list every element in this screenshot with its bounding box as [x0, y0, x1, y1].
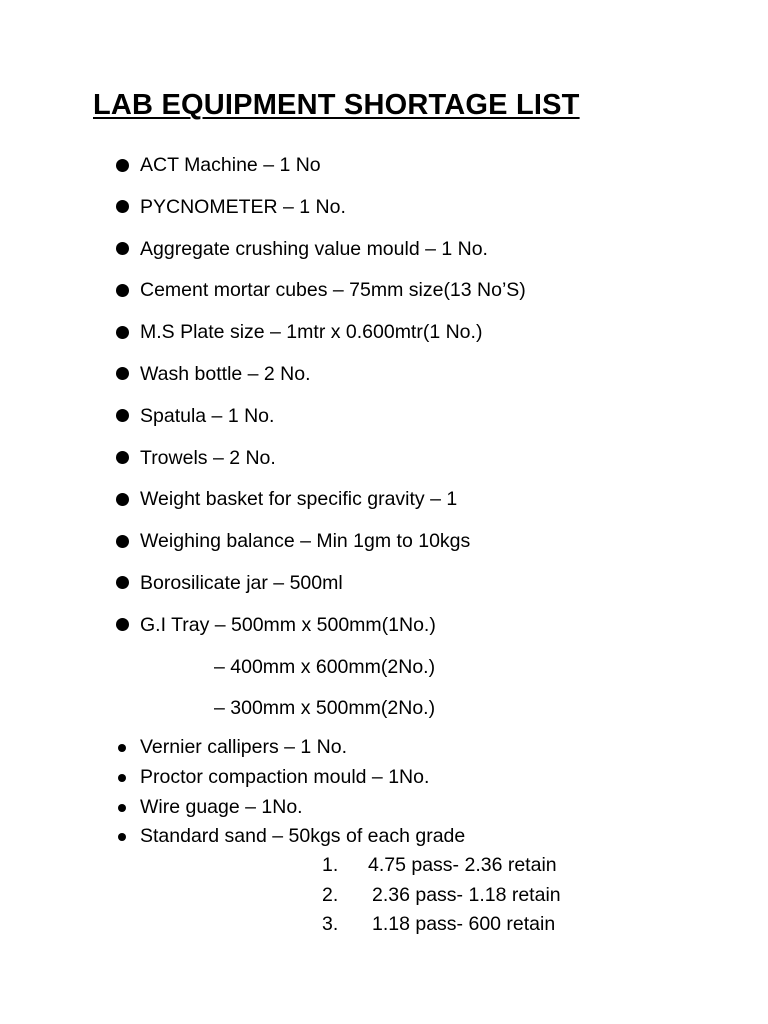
list-item-text: Proctor compaction mould – 1No.: [140, 765, 430, 788]
tray-size-line: – 300mm x 500mm(2No.): [214, 697, 436, 719]
list-item: [0, 270, 768, 312]
list-item: [0, 763, 768, 793]
list-item-text: Wire guage – 1No.: [140, 795, 303, 818]
list-item: [0, 187, 768, 229]
list-item: [0, 521, 768, 563]
bullet-icon: [116, 451, 129, 464]
list-item: [0, 312, 768, 354]
list-item-text: Spatula – 1 No.: [140, 404, 275, 427]
bullet-icon: [118, 833, 126, 841]
sand-grade-list: [0, 851, 768, 940]
list-item-text: Standard sand – 50kgs of each grade: [140, 825, 466, 848]
bullet-icon: [116, 159, 129, 172]
bullet-icon: [116, 576, 129, 589]
list-item-text: Cement mortar cubes – 75mm size(13 No’S): [140, 279, 526, 302]
bullet-icon: [118, 744, 126, 752]
list-item-text: ACT Machine – 1 No: [140, 154, 321, 176]
bullet-icon: [116, 367, 129, 380]
list-item-text: PYCNOMETER – 1 No.: [140, 195, 346, 218]
list-item-text: Vernier callipers – 1 No.: [140, 736, 348, 758]
bullet-icon: [118, 774, 126, 782]
grade-number: 1.: [322, 854, 339, 876]
bullet-icon: [116, 284, 129, 297]
list-item: [0, 605, 768, 647]
grade-number: 3.: [322, 913, 339, 935]
grade-text: 2.36 pass- 1.18 retain: [372, 883, 561, 906]
grade-text: 4.75 pass- 2.36 retain: [368, 854, 557, 876]
page-title: LAB EQUIPMENT SHORTAGE LIST: [93, 89, 580, 121]
list-item: [0, 396, 768, 438]
list-item-text: Weighing balance – Min 1gm to 10kgs: [140, 530, 471, 553]
list-item: [0, 479, 768, 521]
grade-item: [0, 851, 768, 881]
list-item-text: Weight basket for specific gravity – 1: [140, 488, 458, 511]
list-item: [0, 229, 768, 271]
list-item-text: Aggregate crushing value mould – 1 No.: [140, 237, 488, 260]
bullet-icon: [116, 200, 129, 213]
list-item: [0, 733, 768, 763]
list-item-text: Trowels – 2 No.: [140, 446, 276, 469]
list-item: [0, 438, 768, 480]
equipment-list-continued: [0, 733, 768, 852]
bullet-icon: [116, 535, 129, 548]
grade-item: [0, 910, 768, 940]
list-item: [0, 145, 768, 187]
bullet-icon: [116, 618, 129, 631]
bullet-icon: [116, 409, 129, 422]
grade-number: 2.: [322, 883, 339, 906]
list-item-text: Wash bottle – 2 No.: [140, 362, 311, 385]
bullet-icon: [116, 242, 129, 255]
tray-size-line: – 400mm x 600mm(2No.): [214, 656, 436, 678]
list-item-text: G.I Tray – 500mm x 500mm(1No.): [140, 613, 436, 636]
list-item: [0, 822, 768, 852]
grade-item: [0, 881, 768, 911]
bullet-icon: [116, 493, 129, 506]
grade-text: 1.18 pass- 600 retain: [372, 913, 556, 935]
equipment-list: [0, 145, 768, 647]
bullet-icon: [118, 804, 126, 812]
list-item-text: Borosilicate jar – 500ml: [140, 571, 343, 594]
list-item-text: M.S Plate size – 1mtr x 0.600mtr(1 No.): [140, 321, 483, 344]
list-item: [0, 354, 768, 396]
bullet-icon: [116, 326, 129, 339]
list-item: [0, 793, 768, 823]
list-item: [0, 563, 768, 605]
